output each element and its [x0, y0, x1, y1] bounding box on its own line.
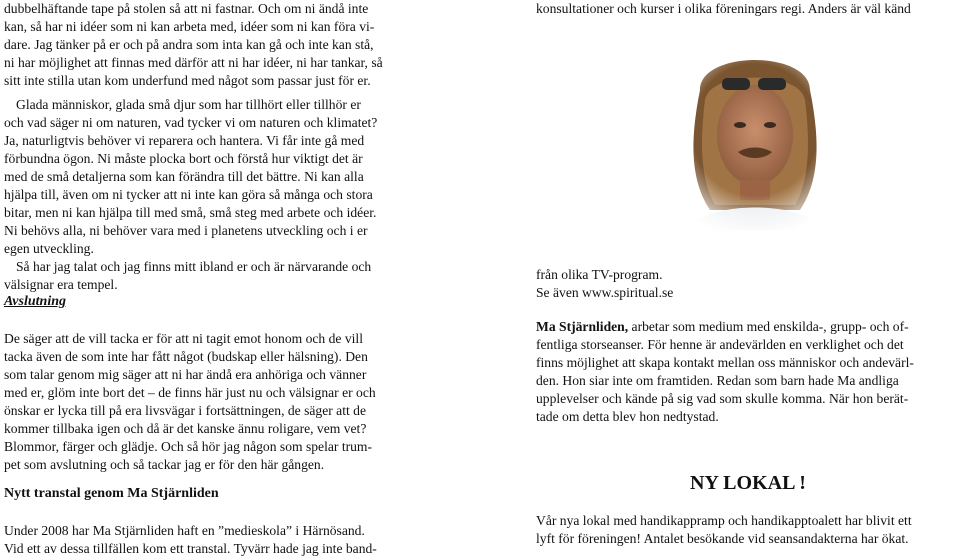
text-line: fentliga storseanser. För henne är andevärlden en verklighet och det	[536, 337, 904, 352]
portrait-photo	[660, 30, 850, 230]
tv-program-text	[536, 266, 673, 302]
text-line: önskar er lycka till på era livsvägar i fortsättningen, de säger att de	[4, 403, 366, 418]
intro-paragraph	[4, 0, 420, 90]
text-line: Vid ett av dessa tillfällen kom ett transtal. Tyvärr hade jag inte band-	[4, 541, 377, 556]
text-fragment: arbetar som medium med enskilda-, grupp- och of-	[628, 319, 909, 334]
text-line: och vad säger ni om naturen, vad tycker vi om naturen och klimatet?	[4, 115, 378, 130]
ny-lokal-heading: NY LOKAL !	[690, 472, 806, 494]
text-line: Så har jag talat och jag finns mitt ibland er och är närvarande och	[16, 259, 372, 274]
text-line: bitar, men ni kan hjälpa till med små, små steg med arbete och idéer.	[4, 205, 377, 220]
text-line: förbundna ögon. Ni måste plocka bort och förstå hur viktigt det är	[4, 151, 363, 166]
text-line: Ja, naturligtvis behöver vi reparera och hantera. Vi får inte gå med	[4, 133, 365, 148]
text-line: ni har möjlighet att finnas med därför att ni har idéer, ni har tankar, så	[4, 55, 383, 70]
text-line: De säger att de vill tacka er för att ni tagit emot honom och de vill	[4, 331, 363, 346]
transtal-paragraph	[4, 522, 424, 558]
text-line: som talar genom mig säger att ni har ändå era anhöriga och vänner	[4, 367, 367, 382]
text-line: Blommor, färger och glädje. Och så hör jag någon som spelar trum-	[4, 439, 373, 454]
text-line: kommer tillbaka igen och då är det kanske ännu roligare, vem vet?	[4, 421, 367, 436]
text-line: tade om detta blev hon nedtystad.	[536, 409, 719, 424]
text-line: välsignar era tempel.	[4, 277, 118, 292]
text-line: Se även www.spiritual.se	[536, 285, 674, 300]
text-line: Glada människor, glada små djur som har tillhört eller tillhör er	[16, 97, 361, 112]
avslutning-paragraph	[4, 330, 420, 474]
text-line: pet som avslutning och så tackar jag er för den här gången.	[4, 457, 325, 472]
text-line: lyft för föreningen! Antalet besökande vid seansandakterna har ökat.	[536, 531, 909, 546]
text-line: med de små detaljerna som kan förändra till det bättre. Ni kan alla	[4, 169, 364, 184]
closing-paragraph	[4, 258, 420, 294]
text-line: egen utveckling.	[4, 241, 94, 256]
text-line: Ni behövs alla, ni behöver vara med i planetens utveckling och i er	[4, 223, 368, 238]
ma-name: Ma Stjärnliden,	[536, 319, 629, 334]
portrait-image	[660, 30, 850, 230]
section-title-avslutning: Avslutning	[4, 294, 66, 309]
ny-lokal-paragraph	[536, 512, 960, 548]
text-line: från olika TV-program.	[536, 267, 663, 282]
text-line: kan, så har ni idéer som ni kan arbeta med, idéer som ni kan föra vi-	[4, 19, 375, 34]
text-line: tacka även de som inte har fått något (budskap eller hälsning). Den	[4, 349, 368, 364]
animals-paragraph	[4, 96, 420, 258]
text-line: finns möjlighet att skapa kontakt mellan oss människor och andevärl-	[536, 355, 914, 370]
text-line: hjälpa till, även om ni tycker att ni inte kan göra så många och stora	[4, 187, 373, 202]
text-line: sitt inte stilla utan kom underfund med något som passar just för er.	[4, 73, 371, 88]
text-line: upplevelser och kände på sig vad som skulle komma. När hon berät-	[536, 391, 909, 406]
text-line: den. Hon siar inte om framtiden. Redan som barn hade Ma andliga	[536, 373, 899, 388]
text-line: konsultationer och kurser i olika föreningars regi. Anders är väl känd	[536, 1, 911, 16]
text-line: Under 2008 har Ma Stjärnliden haft en ”medieskola” i Härnösand.	[4, 523, 365, 538]
text-line: med er, glöm inte bort det – de finns här just nu och välsignar er och	[4, 385, 376, 400]
text-line: dare. Jag tänker på er och på andra som inta kan gå och inte kan stå,	[4, 37, 374, 52]
text-line	[536, 318, 960, 336]
ma-stjarnliden-paragraph	[536, 318, 960, 426]
text-line: Vår nya lokal med handikappramp och handikapptoalett har blivit ett	[536, 513, 912, 528]
transtal-heading: Nytt transtal genom Ma Stjärnliden	[4, 486, 219, 501]
text-line: dubbelhäftande tape på stolen så att ni fastnar. Och om ni ändå inte	[4, 1, 369, 16]
anders-continued	[536, 0, 911, 18]
